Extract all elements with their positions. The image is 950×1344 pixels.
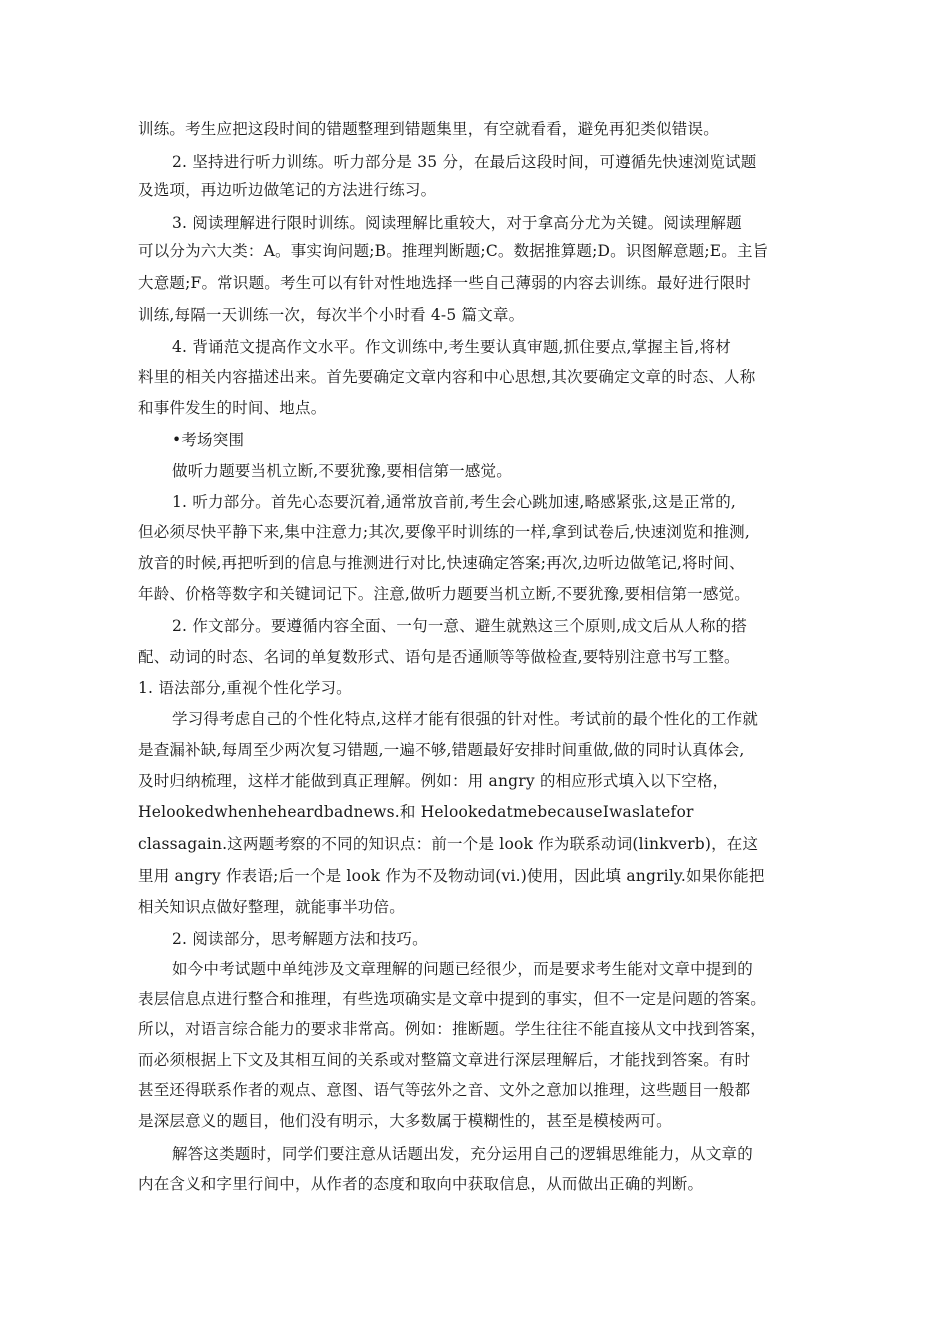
text-line: 学习得考虑自己的个性化特点,这样才能有很强的针对性。考试前的最个性化的工作就 (172, 710, 759, 728)
text-line: 但必须尽快平静下来,集中注意力;其次,要像平时训练的一样,拿到试卷后,快速浏览和推测, (138, 523, 750, 541)
text-line: 年龄、价格等数字和关键词记下。注意,做听力题要当机立断,不要犹豫,要相信第一感觉。 (138, 585, 750, 603)
text-line: Helookedwhenheheardbadnews.和 HelookedatmebecauseIwaslatefor (138, 803, 694, 821)
text-line: 2. 作文部分。要遵循内容全面、一句一意、避生就熟这三个原则,成文后从人称的搭 (172, 617, 747, 635)
text-line: 2. 坚持进行听力训练。听力部分是 35 分，在最后这段时间，可遵循先快速浏览试题 (172, 153, 757, 171)
text-line: 放音的时候,再把听到的信息与推测进行对比,快速确定答案;再次,边听边做笔记,将时间、 (138, 554, 745, 572)
text-line: 训练。考生应把这段时间的错题整理到错题集里，有空就看看，避免再犯类似错误。 (138, 120, 719, 138)
text-line: 相关知识点做好整理，就能事半功倍。 (138, 898, 405, 916)
text-line: 训练,每隔一天训练一次，每次半个小时看 4-5 篇文章。 (138, 306, 525, 324)
text-line: 所以，对语言综合能力的要求非常高。例如：推断题。学生往往不能直接从文中找到答案， (138, 1020, 767, 1038)
text-line: 2. 阅读部分，思考解题方法和技巧。 (172, 930, 428, 948)
text-line: 大意题;F。常识题。考生可以有针对性地选择一些自己薄弱的内容去训练。最好进行限时 (138, 274, 751, 292)
text-line: 3. 阅读理解进行限时训练。阅读理解比重较大，对于拿高分尤为关键。阅读理解题 (172, 214, 742, 232)
text-line: 做听力题要当机立断,不要犹豫,要相信第一感觉。 (172, 462, 512, 480)
text-line: 而必须根据上下文及其相互间的关系或对整篇文章进行深层理解后，才能找到答案。有时 (138, 1051, 751, 1069)
text-line: 如今中考试题中单纯涉及文章理解的问题已经很少，而是要求考生能对文章中提到的 (172, 960, 753, 978)
text-line: 1. 语法部分,重视个性化学习。 (138, 679, 352, 697)
text-line: 解答这类题时，同学们要注意从话题出发，充分运用自己的逻辑思维能力，从文章的 (172, 1145, 753, 1163)
text-line: 料里的相关内容描述出来。首先要确定文章内容和中心思想,其次要确定文章的时态、人称 (138, 368, 756, 386)
text-line: 和事件发生的时间、地点。 (138, 399, 327, 417)
text-line: 配、动词的时态、名词的单复数形式、语句是否通顺等等做检查,要特别注意书写工整。 (138, 648, 740, 666)
text-line: 1. 听力部分。首先心态要沉着,通常放音前,考生会心跳加速,略感紧张,这是正常的, (172, 493, 737, 511)
text-line: 可以分为六大类：A。事实询问题;B。推理判断题;C。数据推算题;D。识图解意题;E。主旨 (138, 242, 769, 260)
text-line: 表层信息点进行整合和推理，有些选项确实是文章中提到的事实，但不一定是问题的答案。 (138, 990, 767, 1008)
section-heading: •考场突围 (172, 431, 245, 449)
text-line: 是深层意义的题目，他们没有明示，大多数属于模糊性的，甚至是模棱两可。 (138, 1112, 672, 1130)
text-line: 是查漏补缺,每周至少两次复习错题,一遍不够,错题最好安排时间重做,做的同时认真体会, (138, 741, 745, 759)
text-line: classagain.这两题考察的不同的知识点：前一个是 look 作为联系动词(linkverb)，在这 (138, 835, 759, 853)
text-line: 里用 angry 作表语;后一个是 look 作为不及物动词(vi.)使用，因此填 angrily.如果你能把 (138, 867, 765, 885)
text-line: 甚至还得联系作者的观点、意图、语气等弦外之音、文外之意加以推理，这些题目一般都 (138, 1081, 751, 1099)
text-line: 内在含义和字里行间中，从作者的态度和取向中获取信息，从而做出正确的判断。 (138, 1175, 704, 1193)
text-line: 及选项，再边听边做笔记的方法进行练习。 (138, 181, 437, 199)
text-line: 4. 背诵范文提高作文水平。作文训练中,考生要认真审题,抓住要点,掌握主旨,将材 (172, 338, 731, 356)
text-line: 及时归纳梳理，这样才能做到真正理解。例如：用 angry 的相应形式填入以下空格， (138, 772, 729, 790)
